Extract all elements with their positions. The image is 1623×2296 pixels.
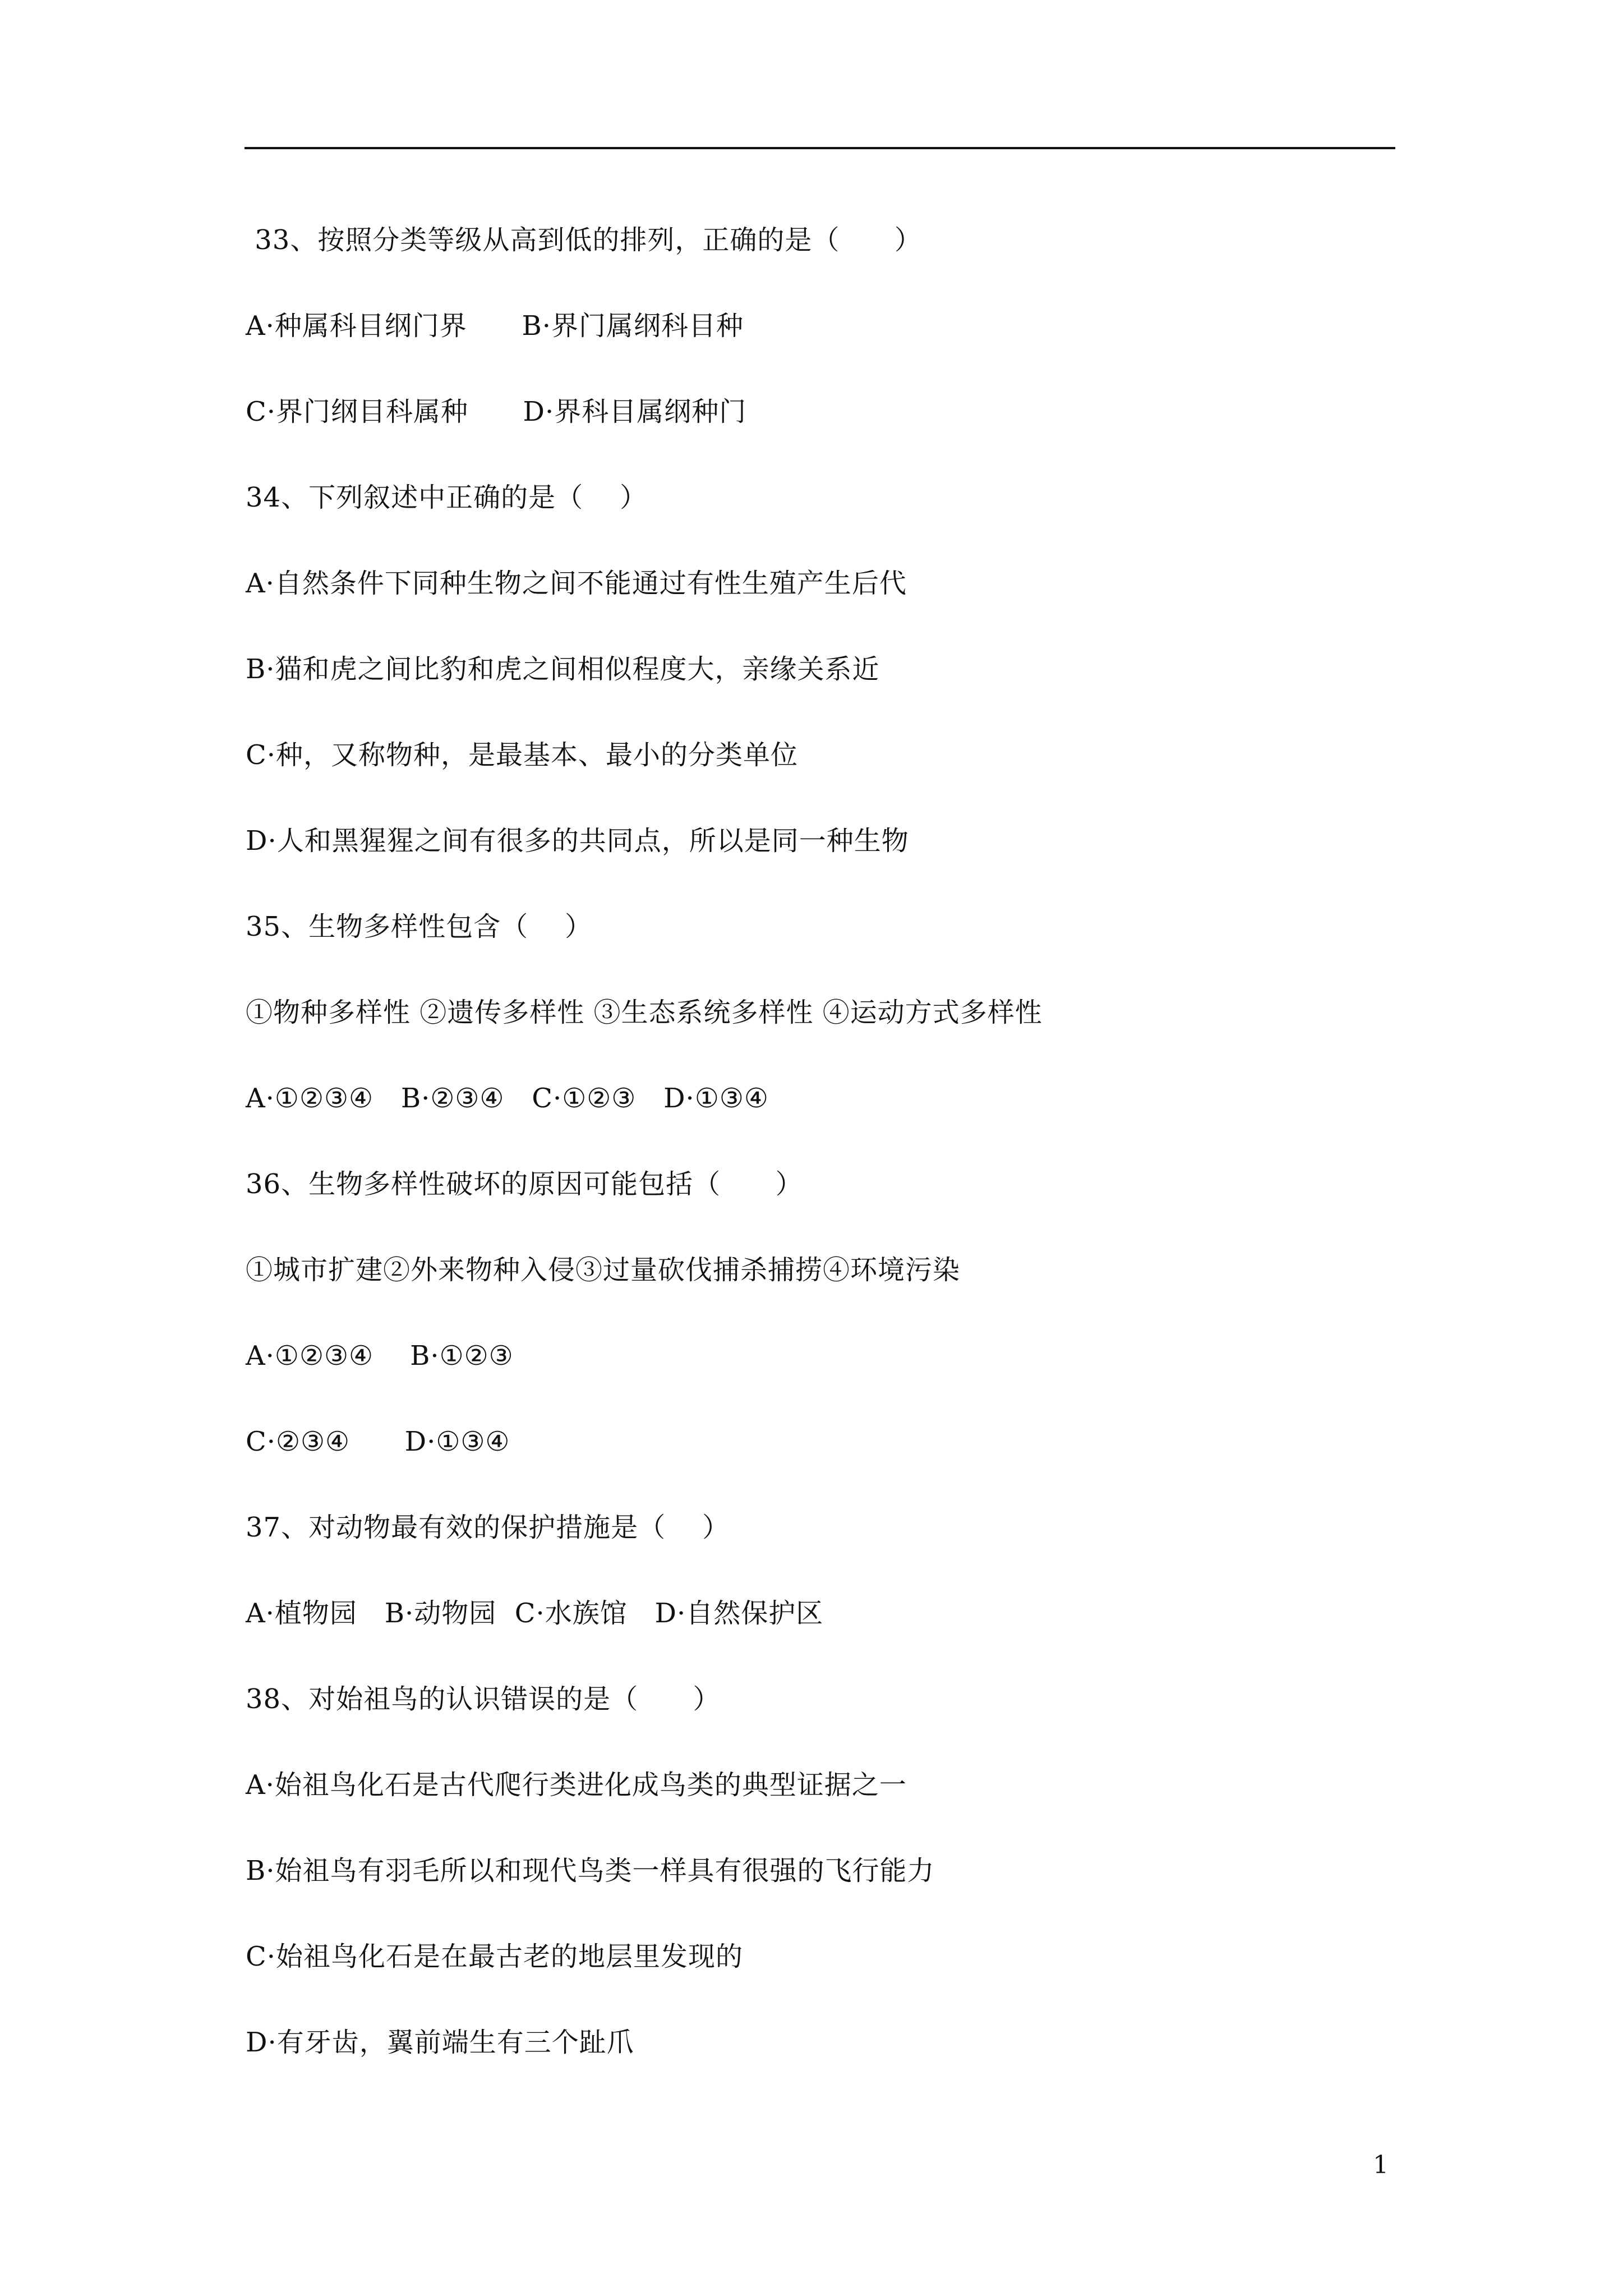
question-37-stem: 37、对动物最有效的保护措施是（ ）	[246, 1512, 730, 1543]
question-36-options-ab: A·①②③④ B·①②③	[246, 1340, 514, 1372]
question-34-option-a: A·自然条件下同种生物之间不能通过有性生殖产生后代	[246, 568, 907, 599]
question-33-stem: 33、按照分类等级从高到低的排列，正确的是（ ）	[246, 224, 922, 256]
question-34-stem: 34、下列叙述中正确的是（ ）	[246, 482, 648, 513]
question-35-items: ①物种多样性 ②遗传多样性 ③生态系统多样性 ④运动方式多样性	[246, 997, 1043, 1028]
page-number: 1	[1373, 2151, 1389, 2179]
question-38-option-d: D·有牙齿，翼前端生有三个趾爪	[246, 2027, 634, 2058]
question-34-option-d: D·人和黑猩猩之间有很多的共同点，所以是同一种生物	[246, 825, 909, 857]
question-38-stem: 38、对始祖鸟的认识错误的是（ ）	[246, 1683, 721, 1715]
question-36-options-cd: C·②③④ D·①③④	[246, 1426, 510, 1457]
question-35-stem: 35、生物多样性包含（ ）	[246, 911, 593, 942]
question-38-option-a: A·始祖鸟化石是古代爬行类进化成鸟类的典型证据之一	[246, 1769, 907, 1801]
question-36-stem: 36、生物多样性破坏的原因可能包括（ ）	[246, 1168, 803, 1200]
question-34-option-b: B·猫和虎之间比豹和虎之间相似程度大，亲缘关系近	[246, 654, 880, 685]
question-33-options-ab: A·种属科目纲门界 B·界门属纲科目种	[246, 310, 744, 342]
question-34-option-c: C·种，又称物种，是最基本、最小的分类单位	[246, 739, 798, 771]
question-38-option-c: C·始祖鸟化石是在最古老的地层里发现的	[246, 1941, 743, 1972]
header-rule	[245, 147, 1395, 149]
question-37-options: A·植物园 B·动物园 C·水族馆 D·自然保护区	[246, 1598, 824, 1629]
question-36-items: ①城市扩建②外来物种入侵③过量砍伐捕杀捕捞④环境污染	[246, 1254, 961, 1286]
question-35-options: A·①②③④ B·②③④ C·①②③ D·①③④	[246, 1083, 769, 1114]
question-33-options-cd: C·界门纲目科属种 D·界科目属纲种门	[246, 396, 747, 427]
question-38-option-b: B·始祖鸟有羽毛所以和现代鸟类一样具有很强的飞行能力	[246, 1855, 935, 1887]
